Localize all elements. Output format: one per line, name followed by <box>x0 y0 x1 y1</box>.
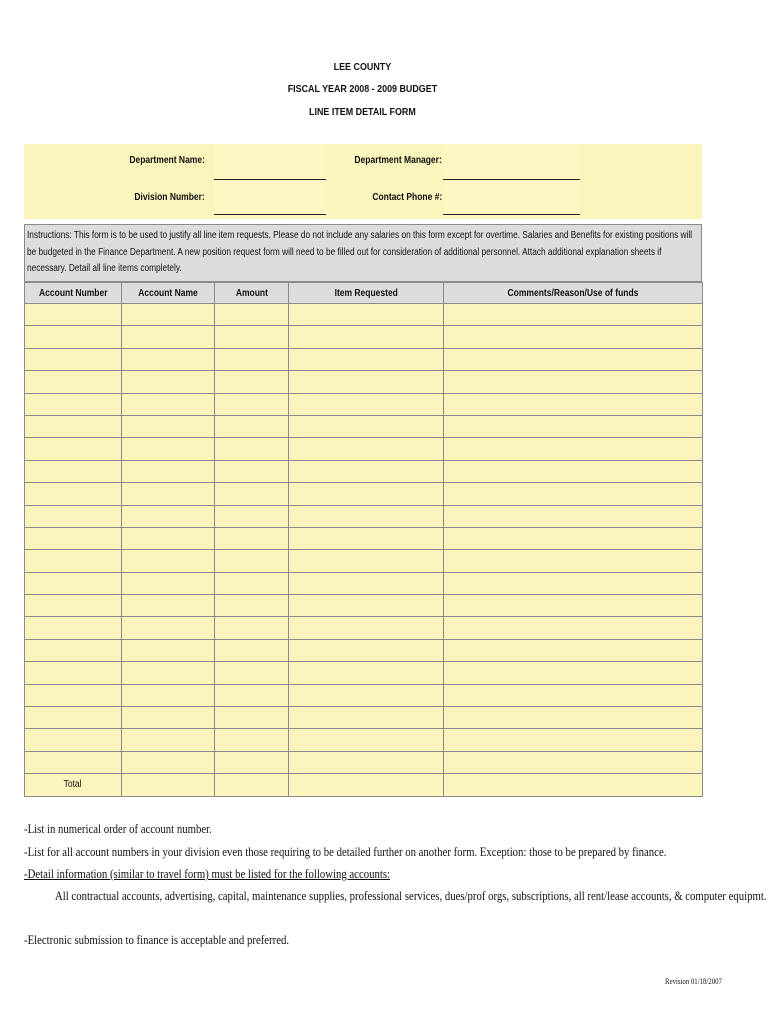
table-cell[interactable] <box>215 707 289 729</box>
note-detail-information: -Detail information (similar to travel form) must be listed for the following accounts: <box>24 867 391 881</box>
column-header-comments: Comments/Reason/Use of funds <box>444 283 703 304</box>
table-cell[interactable] <box>444 707 703 729</box>
table-cell[interactable] <box>25 550 122 572</box>
fiscal-year-title: FISCAL YEAR 2008 - 2009 BUDGET <box>287 83 438 95</box>
table-row <box>25 505 703 527</box>
table-cell[interactable] <box>215 438 289 460</box>
table-cell[interactable] <box>289 572 444 594</box>
note-account-list: All contractual accounts, advertising, capital, maintenance supplies, professional services, dues/prof orgs, subscriptions, all rent/lease accounts, & computer equipmt. <box>55 889 767 903</box>
table-cell[interactable] <box>25 684 122 706</box>
table-cell[interactable] <box>25 371 122 393</box>
table-cell[interactable] <box>25 304 122 326</box>
table-cell[interactable] <box>289 483 444 505</box>
table-cell[interactable] <box>215 684 289 706</box>
table-cell[interactable] <box>215 505 289 527</box>
column-header-item-requested: Item Requested <box>289 283 444 304</box>
table-cell[interactable] <box>215 550 289 572</box>
table-cell[interactable] <box>122 550 215 572</box>
table-cell[interactable] <box>289 415 444 437</box>
table-cell[interactable] <box>25 617 122 639</box>
table-row <box>25 751 703 773</box>
total-cell[interactable] <box>444 774 703 796</box>
note-electronic-submission: -Electronic submission to finance is acceptable and preferred. <box>24 933 290 947</box>
table-row <box>25 617 703 639</box>
table-cell[interactable] <box>215 393 289 415</box>
table-cell[interactable] <box>122 415 215 437</box>
table-cell[interactable] <box>289 662 444 684</box>
table-cell[interactable] <box>122 662 215 684</box>
column-header-account-number: Account Number <box>25 283 122 304</box>
table-cell[interactable] <box>122 729 215 751</box>
form-title: LINE ITEM DETAIL FORM <box>309 106 416 118</box>
table-cell[interactable] <box>215 729 289 751</box>
table-row <box>25 527 703 549</box>
table-cell[interactable] <box>122 617 215 639</box>
table-row <box>25 371 703 393</box>
table-cell[interactable] <box>444 326 703 348</box>
table-row <box>25 684 703 706</box>
table-row <box>25 438 703 460</box>
table-cell[interactable] <box>444 415 703 437</box>
table-cell[interactable] <box>289 348 444 370</box>
table-cell[interactable] <box>122 304 215 326</box>
total-label: Total <box>25 774 122 796</box>
table-cell[interactable] <box>444 684 703 706</box>
table-row <box>25 729 703 751</box>
table-cell[interactable] <box>215 617 289 639</box>
table-cell[interactable] <box>122 707 215 729</box>
table-cell[interactable] <box>215 751 289 773</box>
table-cell[interactable] <box>444 483 703 505</box>
table-header-row <box>25 283 703 304</box>
table-cell[interactable] <box>25 595 122 617</box>
table-cell[interactable] <box>289 393 444 415</box>
table-cell[interactable] <box>25 415 122 437</box>
table-cell[interactable] <box>444 348 703 370</box>
line-item-table <box>24 282 703 797</box>
table-row <box>25 326 703 348</box>
division-number-underline <box>214 214 326 215</box>
table-cell[interactable] <box>215 371 289 393</box>
table-cell[interactable] <box>444 527 703 549</box>
table-cell[interactable] <box>215 326 289 348</box>
table-cell[interactable] <box>444 304 703 326</box>
table-cell[interactable] <box>444 751 703 773</box>
department-name-label: Department Name: <box>129 155 205 166</box>
table-cell[interactable] <box>444 393 703 415</box>
table-row <box>25 572 703 594</box>
total-cell[interactable] <box>289 774 444 796</box>
table-cell[interactable] <box>289 371 444 393</box>
table-cell[interactable] <box>122 348 215 370</box>
table-cell[interactable] <box>25 572 122 594</box>
table-row <box>25 595 703 617</box>
table-cell[interactable] <box>215 304 289 326</box>
note-all-accounts: -List for all account numbers in your division even those requiring to be detailed further on another form. Exception: those to be prepared by finance. <box>24 845 667 859</box>
column-header-account-name: Account Name <box>122 283 215 304</box>
table-cell[interactable] <box>215 595 289 617</box>
table-cell[interactable] <box>444 550 703 572</box>
department-name-field[interactable] <box>214 144 326 180</box>
table-cell[interactable] <box>25 527 122 549</box>
table-cell[interactable] <box>289 684 444 706</box>
table-cell[interactable] <box>289 326 444 348</box>
note-numerical-order: -List in numerical order of account number. <box>24 822 212 836</box>
table-cell[interactable] <box>122 572 215 594</box>
table-cell[interactable] <box>289 304 444 326</box>
table-row <box>25 460 703 482</box>
county-title: LEE COUNTY <box>333 61 392 73</box>
total-cell[interactable] <box>215 774 289 796</box>
table-cell[interactable] <box>444 572 703 594</box>
table-cell[interactable] <box>25 460 122 482</box>
table-cell[interactable] <box>289 438 444 460</box>
table-cell[interactable] <box>25 751 122 773</box>
table-row <box>25 707 703 729</box>
table-cell[interactable] <box>122 460 215 482</box>
table-cell[interactable] <box>25 326 122 348</box>
table-row <box>25 348 703 370</box>
total-row <box>25 774 703 796</box>
table-cell[interactable] <box>215 527 289 549</box>
table-row <box>25 639 703 661</box>
table-cell[interactable] <box>122 371 215 393</box>
table-cell[interactable] <box>122 505 215 527</box>
table-cell[interactable] <box>289 639 444 661</box>
table-cell[interactable] <box>215 460 289 482</box>
table-cell[interactable] <box>289 751 444 773</box>
department-manager-underline <box>443 179 580 180</box>
division-number-field[interactable] <box>214 182 326 216</box>
table-cell[interactable] <box>215 662 289 684</box>
table-cell[interactable] <box>289 729 444 751</box>
table-cell[interactable] <box>25 639 122 661</box>
table-row <box>25 415 703 437</box>
department-manager-field[interactable] <box>443 144 580 180</box>
table-cell[interactable] <box>444 729 703 751</box>
revision-date: Revision 01/18/2007 <box>665 977 722 986</box>
contact-phone-label: Contact Phone #: <box>372 192 442 203</box>
table-cell[interactable] <box>215 415 289 437</box>
department-manager-label: Department Manager: <box>354 155 442 166</box>
table-cell[interactable] <box>25 438 122 460</box>
table-cell[interactable] <box>122 595 215 617</box>
table-cell[interactable] <box>122 527 215 549</box>
table-row <box>25 483 703 505</box>
table-cell[interactable] <box>444 505 703 527</box>
table-cell[interactable] <box>25 707 122 729</box>
department-name-underline <box>214 179 326 180</box>
table-cell[interactable] <box>215 348 289 370</box>
contact-phone-field[interactable] <box>443 182 580 216</box>
table-cell[interactable] <box>444 639 703 661</box>
table-cell[interactable] <box>25 393 122 415</box>
table-row <box>25 662 703 684</box>
column-header-amount: Amount <box>215 283 289 304</box>
total-cell[interactable] <box>122 774 215 796</box>
table-cell[interactable] <box>122 483 215 505</box>
table-cell[interactable] <box>444 371 703 393</box>
table-cell[interactable] <box>122 438 215 460</box>
table-row <box>25 393 703 415</box>
table-cell[interactable] <box>25 729 122 751</box>
table-cell[interactable] <box>444 595 703 617</box>
table-cell[interactable] <box>289 595 444 617</box>
table-cell[interactable] <box>25 483 122 505</box>
table-cell[interactable] <box>215 572 289 594</box>
instructions-text: Instructions: This form is to be used to justify all line item requests. Please do not include any salaries on this form except for overtime. Salaries and Benefits for existing positions will be budgeted in the Finance Department. A new position request form will need to be filled out for consideration of additional personnel. Attach additional explanation sheets if necessary. Detail all line items completely. <box>27 230 693 274</box>
table-cell[interactable] <box>289 460 444 482</box>
table-cell[interactable] <box>122 393 215 415</box>
table-cell[interactable] <box>444 460 703 482</box>
table-cell[interactable] <box>444 662 703 684</box>
table-cell[interactable] <box>122 639 215 661</box>
table-row <box>25 550 703 572</box>
table-cell[interactable] <box>25 505 122 527</box>
table-row <box>25 304 703 326</box>
table-cell[interactable] <box>289 707 444 729</box>
table-cell[interactable] <box>289 617 444 639</box>
table-cell[interactable] <box>25 348 122 370</box>
table-cell[interactable] <box>25 662 122 684</box>
table-cell[interactable] <box>122 684 215 706</box>
table-cell[interactable] <box>289 527 444 549</box>
table-cell[interactable] <box>215 639 289 661</box>
contact-phone-underline <box>443 214 580 215</box>
table-cell[interactable] <box>289 505 444 527</box>
table-cell[interactable] <box>289 550 444 572</box>
table-cell[interactable] <box>122 751 215 773</box>
table-cell[interactable] <box>122 326 215 348</box>
instructions-box <box>24 224 702 282</box>
division-number-label: Division Number: <box>134 192 205 203</box>
table-cell[interactable] <box>215 483 289 505</box>
table-cell[interactable] <box>444 438 703 460</box>
table-cell[interactable] <box>444 617 703 639</box>
